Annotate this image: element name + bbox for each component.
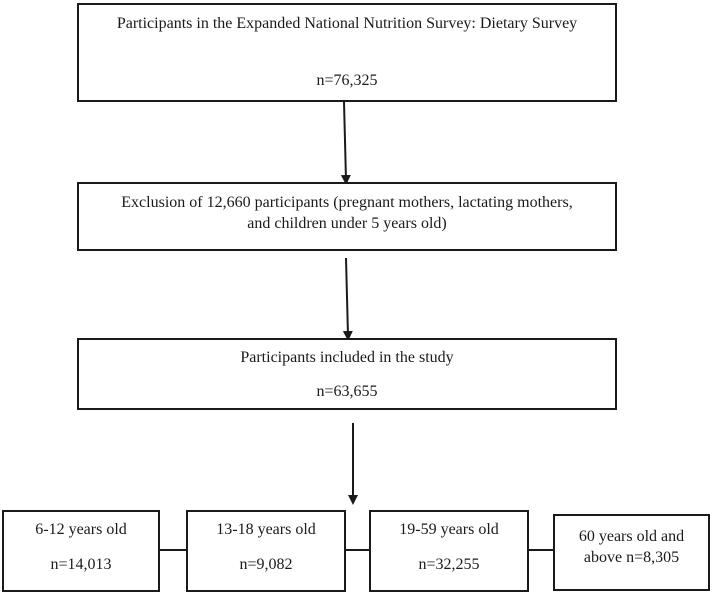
age-group-label: 60 years old and above n=8,305 [578,528,685,566]
age-group-count: n=9,082 [239,556,293,573]
age-group-label: 13-18 years old [216,521,316,538]
survey-participants-title: Participants in the Expanded National Nutrition Survey: Dietary Survey [116,15,578,32]
age-group-60-plus-box [553,514,710,591]
included-participants-count: n=63,655 [316,383,378,400]
age-group-count: n=14,013 [50,556,112,573]
exclusion-box [77,182,617,251]
survey-participants-box [77,3,617,102]
age-group-13-18-box [186,510,346,592]
included-participants-box [77,338,617,410]
arrow-exclusion-to-included [346,258,348,336]
survey-participants-count: n=76,325 [316,72,378,89]
age-group-label: 6-12 years old [35,521,127,538]
age-group-6-12-box [2,510,160,592]
included-participants-title: Participants included in the study [240,349,454,366]
age-group-count: n=32,255 [418,556,480,573]
arrow-top-to-exclusion [344,102,346,180]
exclusion-text: Exclusion of 12,660 participants (pregnant mothers, lactating mothers, and children under 5 years old) [121,194,573,232]
age-group-19-59-box [369,510,529,592]
age-group-label: 19-59 years old [399,521,499,538]
